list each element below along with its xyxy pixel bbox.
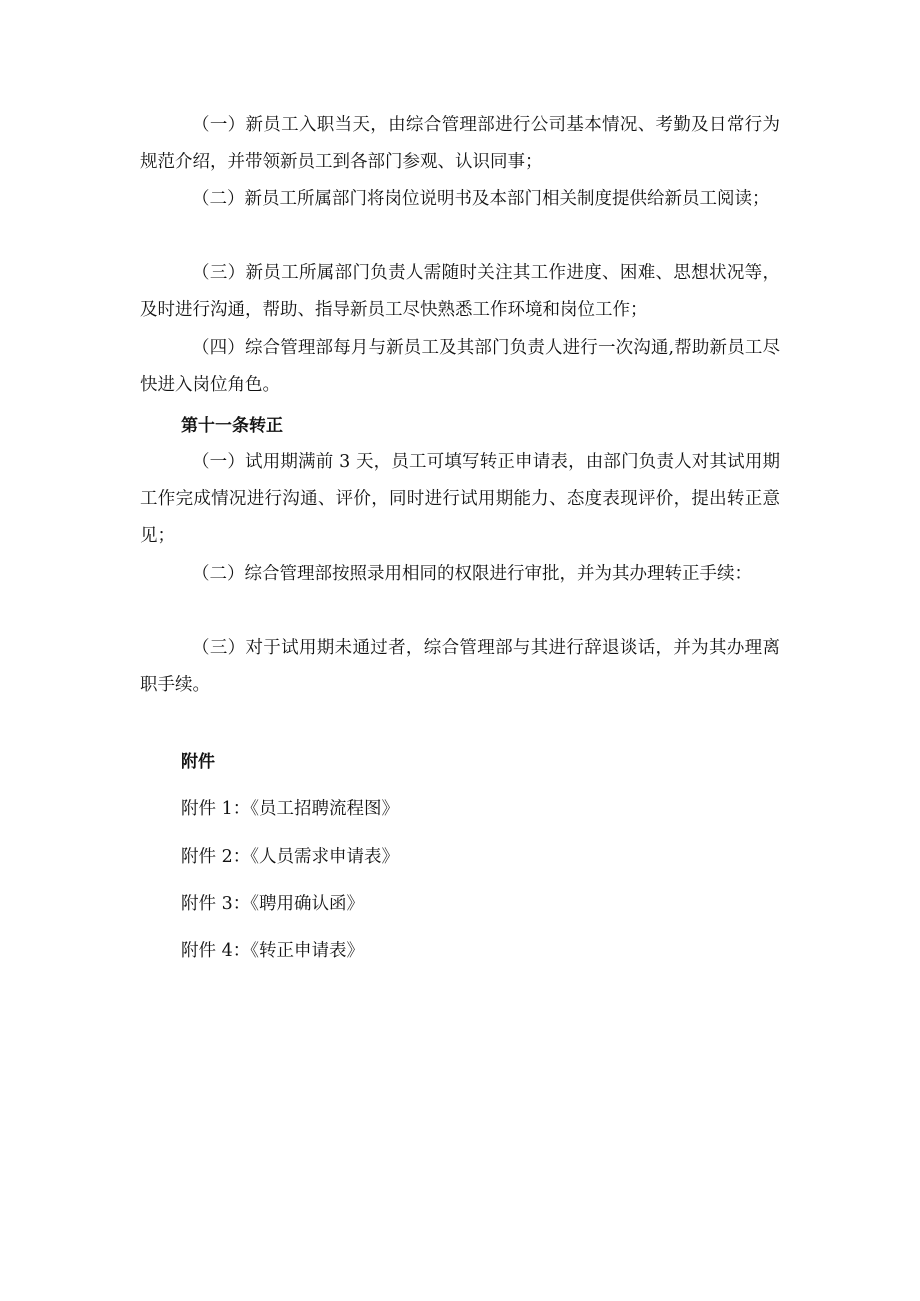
attachment-item-4: 附件 4：《转正申请表》 bbox=[181, 941, 364, 961]
section-eleven-item-3: （三）对于试用期未通过者，综合管理部与其进行辞退谈话，并为其办理离职手续。 bbox=[140, 638, 780, 695]
paragraph-item-3: （三）新员工所属部门负责人需随时关注其工作进度、困难、思想状况等，及时进行沟通，帮助、指导新员工尽快熟悉工作环境和岗位工作； bbox=[140, 263, 780, 320]
attachment-item-1: 附件 1：《员工招聘流程图》 bbox=[181, 799, 399, 819]
attachments-title: 附件 bbox=[181, 752, 215, 772]
paragraph-item-2: （二）新员工所属部门将岗位说明书及本部门相关制度提供给新员工阅读； bbox=[192, 189, 770, 209]
paragraph-item-4: （四）综合管理部每月与新员工及其部门负责人进行一次沟通,帮助新员工尽快进入岗位角色。 bbox=[140, 338, 780, 395]
section-eleven-item-2: （二）综合管理部按照录用相同的权限进行审批，并为其办理转正手续： bbox=[192, 564, 752, 584]
attachment-item-3: 附件 3：《聘用确认函》 bbox=[181, 894, 364, 914]
attachment-item-2: 附件 2：《人员需求申请表》 bbox=[181, 847, 399, 867]
paragraph-item-1: （一）新员工入职当天，由综合管理部进行公司基本情况、考勤及日常行为规范介绍，并带领新员工到各部门参观、认识同事； bbox=[140, 115, 780, 172]
section-eleven-item-1: （一）试用期满前 3 天，员工可填写转正申请表，由部门负责人对其试用期工作完成情况进行沟通、评价，同时进行试用期能力、态度表现评价，提出转正意见； bbox=[140, 452, 780, 546]
section-eleven-title: 第十一条转正 bbox=[181, 416, 283, 436]
